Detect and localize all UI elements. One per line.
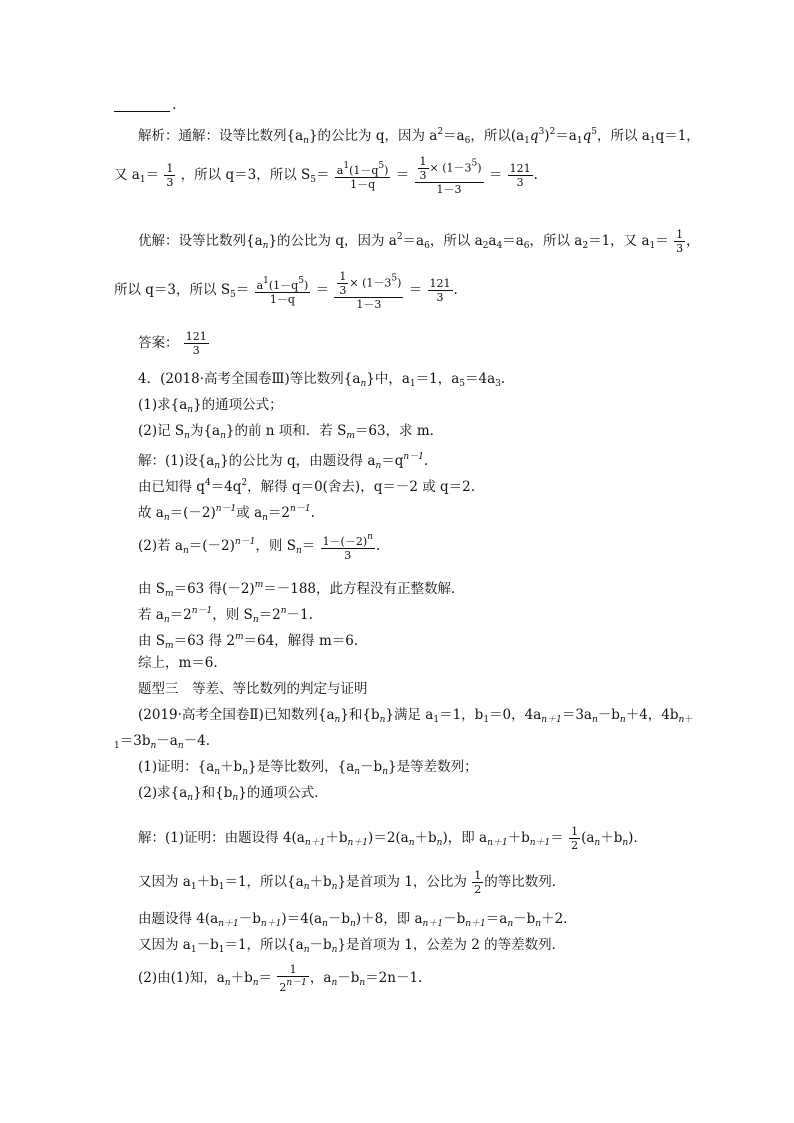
section3-part1: (1)证明：$\{a_n+b_n\}$是等比数列，$\{a_n-b_n\}$是等差数列； (138, 759, 478, 777)
section3-part2: (2)求$\{a_n\}$和$\{b_n\}$的通项公式． (138, 785, 328, 803)
section3-stem-cont: $_1=3b_n-a_n-4$. (114, 733, 211, 751)
fraction-half: $\frac{1}{2}$ (474, 869, 482, 896)
q4-sol-7: 由 $S_m=63$ 得 $2^m=64$，解得 m＝6. (138, 632, 359, 651)
fraction-sn: $\frac{1-(-2)^n}{3}$ (322, 532, 373, 562)
q4-part2: (2)记 $S_n$为$\{a_n\}$的前 n 项和．若 $S_m=63$，求 m. (138, 423, 434, 441)
fraction-one-third: $\frac{1}{3}$ (166, 162, 174, 189)
fraction-sum-formula: $\frac{a^1(1-q^5)}{1-q}$ (256, 276, 309, 306)
q4-sol-8: 综上，m＝6. (138, 655, 218, 671)
solution-optimal-line: 优解：设等比数列$\{a_n\}$的公比为 q，因为 $a^2=a_6$，所以 $a_2a_4=a_6$，所以 $a_2=1$，又 $a_1=$ $\frac{1}{3}$ ， (138, 228, 700, 255)
blank-period: . (172, 97, 177, 113)
section3-stem: (2019·高考全国卷Ⅱ)已知数列$\{a_n\}$和$\{b_n\}$满足 $a_1=1$，$b_1=0$，$4a_{n+1}=3a_n-b_n+4$，$4b_{n+}$ (138, 707, 694, 725)
q4-part1: (1)求$\{a_n\}$的通项公式； (138, 397, 283, 415)
section3-sol-5: (2)由(1)知，$a_n+b_n=$ $\frac{1}{2^{n-1}}$ ，$a_n-b_n=2n-1$. (138, 963, 423, 994)
section3-sol-2: 又因为 $a_1+b_1=1$，所以$\{a_n+b_n\}$是首项为 1，公比为 $\frac{1}{2}$ 的等比数列． (138, 869, 566, 896)
q4-sol-6: 若 $a_n=2^{n-1}$，则 $S_n=2^n-1$. (138, 606, 313, 625)
q4-stem: 4．(2018·高考全国卷Ⅲ)等比数列$\{a_n\}$中，$a_1=1$，$a_5=4a_3$. (138, 371, 506, 389)
q4-sol-4: (2)若 $a_n=(-2)^{n-1}$，则 $S_n=$ $\frac{1-(-2)^n}{3}$ . (138, 532, 381, 562)
answer-fraction: $\frac{121}{3}$ (185, 330, 207, 357)
fraction-inverse-power: $\frac{1}{2^{n-1}}$ (279, 963, 307, 994)
fraction-one-third: $\frac{1}{3}$ (676, 228, 684, 255)
fraction-half: $\frac{1}{2}$ (571, 825, 579, 852)
fraction-sum-substituted: $\frac{1}{3}$ × $(1-3^5)$ 1－3 (415, 155, 484, 196)
solution-general-sum-line: 又 $a_1=$ $\frac{1}{3}$ ，所以 q＝3，所以 $S_5=$ $\frac{a^1(1-q^5)}{1-q}$ ＝ $\frac{1}{3}$ × $(1-3^5)$ 1－3 ＝ $\frac{121}{3}$ . (114, 155, 538, 196)
section3-sol-1: 解：(1)证明：由题设得 $4(a_{n+1}+b_{n+1})=2(a_n+b_n)$，即 $a_{n+1}+b_{n+1}=$ $\frac{1}{2}$ $(a_n+b_n)$． (138, 825, 647, 852)
answer-blank (114, 111, 170, 112)
q4-sol-3: 故 $a_n=(-2)^{n-1}$或 $a_n=2^{n-1}$. (138, 504, 315, 523)
q4-sol-5: 由 $S_m=63$ 得$(-2)^m=-188$，此方程没有正整数解． (138, 580, 465, 599)
answer-line: 答案： $\frac{121}{3}$ (138, 330, 207, 357)
q4-sol-2: 由已知得 $q^4=4q^2$，解得 q＝0(舍去)，q＝－2 或 q＝2. (138, 478, 476, 495)
fraction-sum-substituted: $\frac{1}{3}$ × $(1-3^5)$ 1－3 (334, 270, 403, 311)
fraction-result: $\frac{121}{3}$ (509, 162, 531, 189)
q4-sol-1: 解：(1)设$\{a_n\}$的公比为 q，由题设得 $a_n=q^{n-1}$. (138, 452, 429, 471)
section3-title: 题型三 等差、等比数列的判定与证明 (138, 681, 368, 697)
solution-optimal-sum-line: 所以 q＝3，所以 $S_5=$ $\frac{a^1(1-q^5)}{1-q}$ ＝ $\frac{1}{3}$ × $(1-3^5)$ 1－3 ＝ $\frac{121}{3}$ . (114, 270, 458, 311)
fraction-result: $\frac{121}{3}$ (429, 277, 451, 304)
solution-general-line: 解析：通解：设等比数列$\{a_n\}$的公比为 q，因为 $a^2=a_6$，所以$(a_1q^3)^2=a_1q^5$，所以 $a_1q=1$， (138, 127, 700, 146)
section3-sol-3: 由题设得 $4(a_{n+1}-b_{n+1})=4(a_n-b_n)+8$，即 $a_{n+1}-b_{n+1}=a_n-b_n+2$. (138, 911, 568, 929)
section3-sol-4: 又因为 $a_1-b_1=1$，所以$\{a_n-b_n\}$是首项为 1，公差为 2 的等差数列． (138, 937, 566, 955)
fraction-sum-formula: $\frac{a^1(1-q^5)}{1-q}$ (336, 161, 389, 191)
